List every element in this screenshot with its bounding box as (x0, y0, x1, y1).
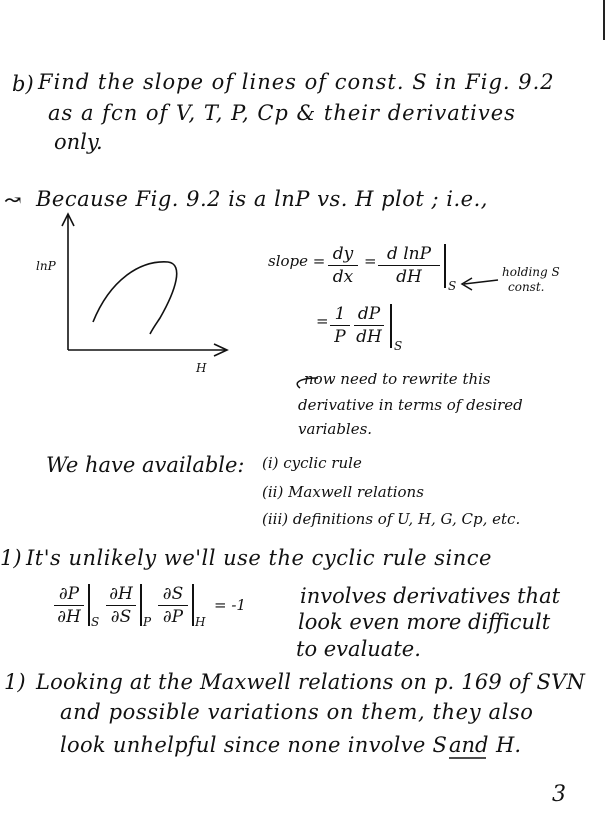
partial-P-H (54, 584, 84, 627)
problem-line-1: Find the slope of lines of const. S in Fig. 9.2 (38, 70, 555, 94)
because-text: Because Fig. 9.2 is a lnP vs. H plot ; i.e., (36, 187, 488, 211)
partial-bar-2 (140, 584, 142, 626)
partial-sub-1: S (91, 615, 100, 629)
available-item-2: (ii) Maxwell relations (262, 483, 424, 501)
cyclic-rhs-3: to evaluate. (296, 637, 421, 661)
frac-dy: dy (328, 244, 358, 266)
problem-line-3: only. (54, 130, 103, 154)
partial-P-H-num: ∂P (54, 584, 84, 606)
cyclic-equals: = -1 (214, 596, 246, 614)
partial-H-S (106, 584, 136, 627)
evaluation-bar (444, 244, 446, 288)
frac-dP: dP (354, 304, 384, 326)
problem-line-2: as a fcn of V, T, P, Cp & their derivatives (48, 101, 516, 125)
frac-one: 1 (330, 304, 350, 326)
partial-S-P-den: ∂P (162, 607, 184, 627)
frac-dlnP-dH (378, 244, 440, 287)
page-number: 3 (552, 782, 566, 807)
note-line-2: derivative in terms of desired (298, 396, 523, 414)
maxwell-line-1: Looking at the Maxwell relations on p. 169 of SVN (36, 670, 586, 694)
frac-dH-2: dH (356, 327, 382, 347)
sketch-curve (93, 262, 177, 334)
available-heading: We have available: (46, 453, 245, 477)
sub-s-2: S (394, 339, 403, 353)
sketch-x-label: H (196, 361, 207, 375)
cyclic-marker: 1) (0, 546, 22, 570)
maxwell-and: and (449, 733, 489, 757)
slope-label: slope = (268, 252, 326, 270)
sketch-y-label: lnP (36, 259, 56, 273)
note-line-1: now need to rewrite this (304, 370, 491, 388)
note-line-3: variables. (298, 420, 373, 438)
frac-dy-dx (328, 244, 358, 287)
evaluation-bar-2 (390, 304, 392, 348)
partial-sub-2: P (143, 615, 152, 629)
frac-p: P (334, 327, 346, 347)
maxwell-line-2: and possible variations on them, they also (60, 700, 534, 724)
because-arrow: ↝ (4, 188, 22, 212)
frac-dP-dH (354, 304, 384, 347)
partial-H-S-den: ∂S (110, 607, 132, 627)
partial-S-P-num: ∂S (158, 584, 188, 606)
partial-bar-3 (192, 584, 194, 626)
slope-eq2: = (316, 312, 329, 330)
partial-H-S-num: ∂H (106, 584, 136, 606)
partial-bar-1 (88, 584, 90, 626)
maxwell-line-3b: H. (496, 733, 521, 757)
partial-S-P (158, 584, 188, 627)
frac-dlnP: d lnP (378, 244, 440, 266)
partial-sub-3: H (195, 615, 206, 629)
frac-dx: dx (332, 267, 354, 287)
problem-marker: b) (12, 72, 34, 96)
maxwell-line-3a: look unhelpful since none involve S (60, 733, 448, 757)
cyclic-rhs-1: involves derivatives that (300, 584, 561, 608)
holding-line-1: holding S (502, 265, 560, 279)
cyclic-rhs-2: look even more difficult (298, 610, 551, 634)
available-item-3: (iii) definitions of U, H, G, Cp, etc. (262, 510, 521, 528)
available-item-1: (i) cyclic rule (262, 454, 362, 472)
cyclic-line-1: It's unlikely we'll use the cyclic rule since (26, 546, 492, 570)
slope-equals: = (364, 252, 377, 270)
partial-P-H-den: ∂H (57, 607, 81, 627)
sub-s-1: S (448, 279, 457, 293)
sketch-axes (62, 214, 227, 356)
frac-dH: dH (396, 267, 422, 287)
holding-line-2: const. (508, 280, 545, 294)
frac-1-P (330, 304, 350, 347)
maxwell-marker: 1) (4, 670, 26, 694)
